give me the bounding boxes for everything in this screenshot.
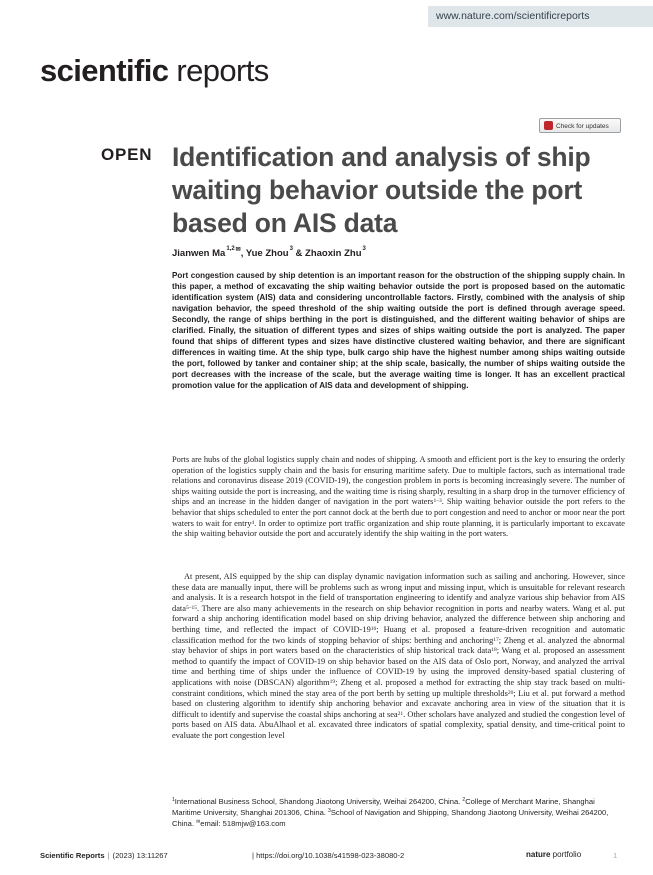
body-paragraph	[172, 455, 625, 540]
site-url-banner[interactable]: www.nature.com/scientificreports	[428, 6, 653, 27]
footer-citation: (2023) 13:11267	[112, 851, 168, 860]
footer-doi-link[interactable]: | https://doi.org/10.1038/s41598-023-38080-2	[252, 851, 405, 860]
body-text: Ports are hubs of the global logistics supply chain and nodes of shipping. A smooth and efficient port is the key to ensuring the orderly operation of the logistics supply chain and the basis for ensuring maritime safety. Due to multiple factors, such as international trade relations and coronavirus disease 2019 (COVID-19), the congestion problem in ports is becoming increasingly severe. The number of ships waiting outside the port is increasing, and the waiting time is rising sharply, resulting in a sharp drop in the turnover efficiency of ships and an increase in the hidden danger of navigation in the port waters	[172, 455, 625, 507]
body-text: ; Huang et al. proposed a feature-driven recognition and automatic classification method for the two kinds of stopping behavior of ships: berthing and anchoring	[172, 624, 625, 645]
affiliation-text: International Business School, Shandong Jiaotong University, Weihai 264200, China.	[174, 797, 463, 806]
author-name[interactable]: Zhaoxin Zhu	[305, 248, 362, 259]
body-paragraph	[172, 572, 625, 742]
open-access-label: OPEN	[101, 145, 153, 164]
article-title: Identification and analysis of ship waiting behavior outside the port based on AIS data	[172, 142, 591, 238]
nature-portfolio-logo[interactable]	[526, 850, 581, 859]
affiliation-number: 2	[462, 797, 466, 803]
citation-ref[interactable]: 5–15	[185, 604, 197, 611]
page-footer	[40, 851, 405, 860]
affiliation-text: School of Navigation and Shipping, Shandong Jiaotong University, Weihai 264200, China.	[172, 808, 609, 829]
email-link[interactable]: email: 518mjw@163.com	[200, 819, 286, 829]
author-separator: &	[292, 248, 306, 259]
check-for-updates-label: Check for updates	[556, 123, 609, 130]
envelope-icon[interactable]: ✉	[235, 247, 241, 253]
journal-logo[interactable]	[40, 53, 269, 89]
body-text: . Ship waiting behavior outside the port refers to the behavior that ships scheduled to enter the port cannot dock at the berth due to port congestion and need to anchor or moor near the port waters to wait for entry	[172, 497, 625, 528]
body-text: . In order to optimize port traffic organization and ship route planning, it is particularly important to excavate the ship waiting behavior outside the port and accurately identify the ship waiting in the port waters.	[172, 518, 626, 539]
affiliation-number: 3	[328, 808, 331, 815]
citation-ref[interactable]: 18	[491, 647, 497, 654]
journal-logo-light: reports	[168, 53, 269, 88]
journal-logo-bold: scientific	[40, 53, 169, 88]
abstract: Port congestion caused by ship detention is an important reason for the obstruction of the shipping supply chain. In this paper, a method of excavating the ship waiting behavior outside the port is proposed based on the automatic identification system (AIS) data and considering uncontrollable factors. Firstly, combined with the analysis of ship navigation behavior, the speed threshold of the ship waiting outside the port is defined through average speed. Secondly, the range of ships berthing in the port is distinguished, and the different waiting behavior of ships are clarified. Finally, the situation of different types and sizes of ships waiting outside the port is analyzed. The paper found that ships of different types and sizes have distinctive clustered waiting behavior, and there are significant differences in waiting time. At the ship type, bulk cargo ship have the highest number among ships waiting outside the port, followed by tanker and container ship; at the ship scale, basically, the number of ships waiting outside the port decreases with the increase of the scale, but the average waiting time is longer. It has an excellent practical promotion value for the application of AIS data and development of shipping.	[172, 271, 625, 391]
body-text: . There are also many achievements in the research on ship behavior recognition in ports and nearby waters. Wang et al. put forward a ship anchoring identification model based on ship driving behavior, analyzed the difference between ship anchoring and berthing time, and reflected the impact of COVID-19	[172, 603, 625, 634]
affiliation-number: 1	[172, 797, 175, 803]
author-name[interactable]: Yue Zhou	[245, 248, 289, 259]
body-text: ; Zheng et al. analyzed the abnormal stay behavior of ships in port waters based on the characteristics of ship historical track data	[172, 635, 625, 656]
check-for-updates-button[interactable]	[539, 118, 621, 133]
footer-journal: Scientific Reports	[40, 851, 105, 860]
brand-bold: nature	[526, 850, 551, 859]
author-affiliation[interactable]: 1,2	[226, 246, 235, 252]
body-text: ; Wang et al. proposed an assessment method to quantify the impact of COVID-19 on ship behavior based on the AIS data of Oslo port, Norway, and analyzed the arrival time and berthing time of ships under the influence of COVID-19 by using the improved density-based spatial clustering of applications with noise (DBSCAN) algorithm	[172, 646, 625, 687]
citation-ref[interactable]: 1–3	[433, 498, 442, 505]
body-text: ; Zheng et al. proposed a method for extracting the ship stay track based on multi-constraint conditions, which mined the stay area of the port berth by setting up multiple thresholds	[172, 677, 625, 698]
citation-ref[interactable]: 4	[251, 519, 255, 526]
body-text: At present, AIS equipped by the ship can display dynamic navigation information such as sailing and anchoring. However, since these data are manually input, there will be problems such as wrong input and missing input, which is unsuitable for relevant research and analysis. It is a research hotspot in the field of transportation engineering to identify and analyze various ship behavior from AIS data	[172, 572, 625, 613]
citation-ref[interactable]: 16	[370, 625, 377, 632]
footer-separator: |	[107, 851, 110, 860]
page-number: 1	[613, 851, 618, 860]
crossmark-icon	[544, 121, 553, 130]
brand-light: portfolio	[550, 850, 582, 859]
citation-ref[interactable]: 20	[507, 689, 514, 696]
author-affiliation[interactable]: 3	[362, 246, 366, 252]
affiliations	[172, 796, 625, 829]
author-name[interactable]: Jianwen Ma	[172, 248, 226, 259]
envelope-icon: ✉	[196, 819, 201, 826]
affiliation-text: College of Merchant Marine, Shanghai Maritime University, Shanghai 201306, China.	[172, 797, 595, 818]
body-text: ; Liu et al. put forward a method based on clustering algorithm to identify ship anchoring behavior and excavate anchoring area in view of the situation that it is difficult to identify and supervise the coastal ships anchoring at sea	[172, 688, 625, 719]
citation-ref[interactable]: 19	[329, 678, 336, 685]
author-separator: ,	[240, 248, 246, 259]
body-text: . Other scholars have analyzed and studied the congestion level of ports based on AIS data. AbuAlhaol et al. excavated three indicators of spatial complexity, spatial density, and time-critical point to evaluate the port congestion level	[172, 709, 625, 740]
author-list	[172, 248, 366, 259]
citation-ref[interactable]: 21	[397, 710, 404, 717]
author-affiliation[interactable]: 3	[289, 246, 293, 252]
citation-ref[interactable]: 17	[493, 636, 499, 643]
